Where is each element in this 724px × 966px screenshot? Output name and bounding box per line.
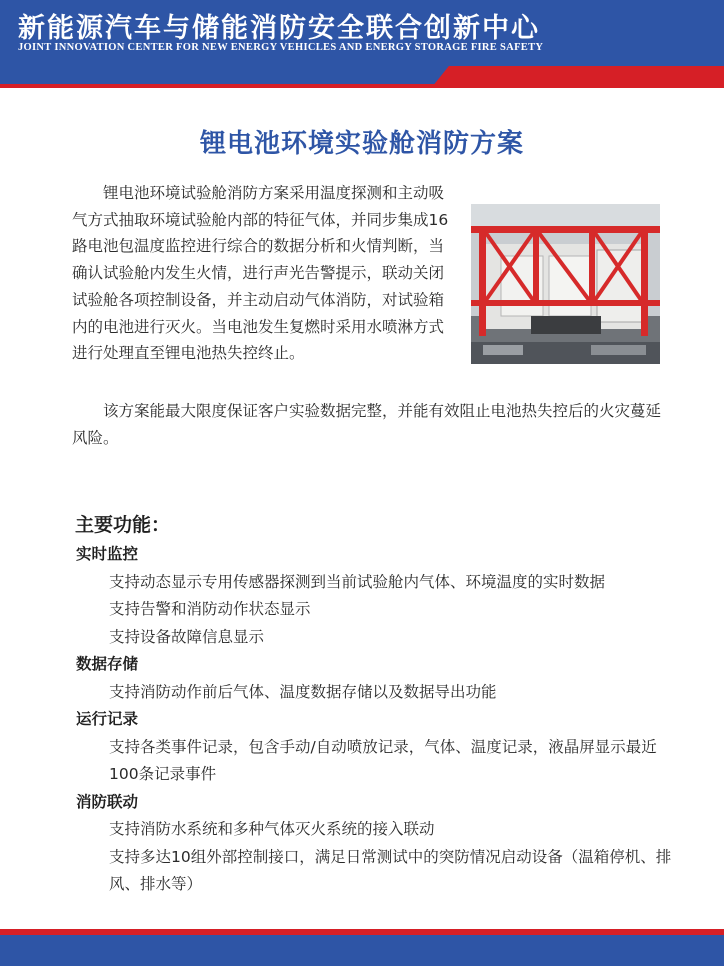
page-title: 锂电池环境实验舱消防方案 xyxy=(199,129,524,159)
feature-item: 支持多达10组外部控制接口，满足日常测试中的突防情况启动设备（温箱停机、排风、排水等） xyxy=(109,847,672,893)
header-banner xyxy=(0,0,724,88)
header-title: 新能源汽车与储能消防安全联合创新中心 xyxy=(18,13,540,44)
intro-paragraph-1: 锂电池环境试验舱消防方案采用温度探测和主动吸气方式抽取环境试验舱内部的特征气体，并同步集成16路电池包温度监控进行综合的数据分析和火情判断，当确认试验舱内发生火情，进行声光告警提示，联动关闭试验舱各项控制设备，并主动启动气体消防，对试验箱内的电池进行灭火。当电池发生复燃时采用水喷淋方式进行处理直至锂电池热失控终止。 xyxy=(72,184,449,363)
intro-paragraph-2: 该方案能最大限度保证客户实验数据完整，并能有效阻止电池热失控后的火灾蔓延风险。 xyxy=(72,402,662,447)
footer-blue-band xyxy=(0,935,724,966)
feature-item: 支持动态显示专用传感器探测到当前试验舱内气体、环境温度的实时数据 xyxy=(109,572,606,591)
feature-item: 支持消防水系统和多种气体灭火系统的接入联动 xyxy=(109,820,435,838)
feature-item: 支持消防动作前后气体、温度数据存储以及数据导出功能 xyxy=(109,682,497,701)
features-list xyxy=(76,541,676,899)
header-subtitle: JOINT INNOVATION CENTER FOR NEW ENERGY VEHICLES AND ENERGY STORAGE FIRE SAFETY xyxy=(18,42,544,53)
group-title-linkage: 消防联动 xyxy=(76,792,139,811)
feature-item: 支持各类事件记录，包含手动/自动喷放记录，气体、温度记录，液晶屏显示最近100条记录事件 xyxy=(109,737,657,783)
test-chamber-photo xyxy=(471,204,660,364)
header-red-line xyxy=(0,84,724,88)
group-title-realtime: 实时监控 xyxy=(76,545,139,563)
feature-item: 支持告警和消防动作状态显示 xyxy=(109,600,311,618)
feature-item: 支持设备故障信息显示 xyxy=(109,627,265,646)
group-title-storage: 数据存储 xyxy=(76,655,139,673)
features-heading: 主要功能： xyxy=(75,514,171,536)
group-title-records: 运行记录 xyxy=(76,710,139,728)
intro-text xyxy=(72,180,450,367)
test-chamber-illustration xyxy=(471,204,660,364)
